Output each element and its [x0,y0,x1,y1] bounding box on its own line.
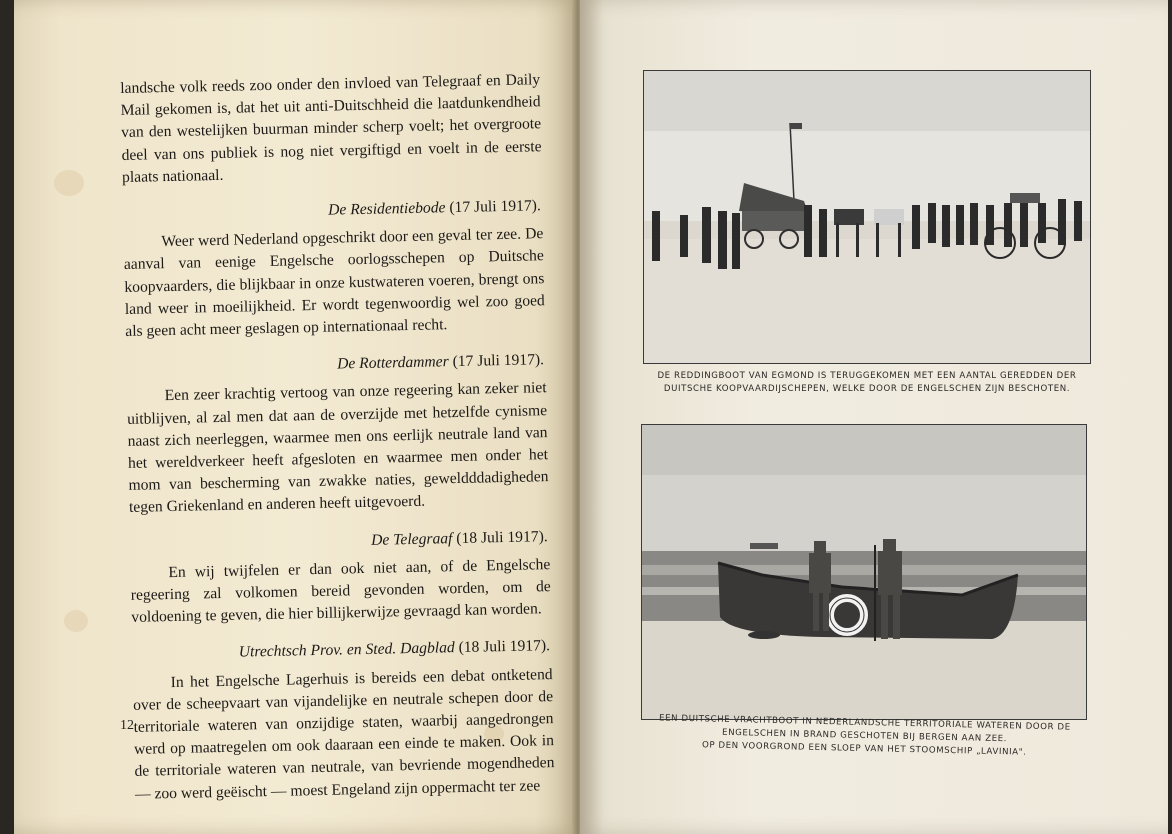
left-page-text [120,69,555,806]
quote-text: Een zeer krachtig vertoog van onze regeering kan zeker niet uitblijven, al zal men dat aan de overzijde met hetzelfde cynisme naast zich neerleggen, waarmee men ons eerlijk neutrale land van het wereldverkeer heeft afgesloten en waarmee men onder het mom van bescherming van zwakke naties, geweldddadigheden tegen Griekenland en anderen heeft uitgevoerd. [126,379,549,517]
source-name: De Rotterdammer [336,353,449,373]
caption-line: DUITSCHE KOOPVAARDIJSCHEPEN, WELKE DOOR DE ENGELSCHEN ZIJN BESCHOTEN. [663,384,1071,394]
quote-text: En wij twijfelen er dan ook niet aan, of de Engelsche regeering zal volkomen bereid gevonden worden, om de voldoening te geven, die hier billijkerwijze gevraagd kan worden. [130,555,551,627]
quote-source-rotterdammer [126,349,546,380]
quote-source-residentiebode [123,195,543,226]
photo-lifeboat-egmond [643,70,1091,364]
source-name: Utrechtsch Prov. en Sted. Dagblad [238,639,455,662]
caption-line: EEN DUITSCHE VRACHTBOOT IN NEDERLANDSCHE TERRITORIALE WATEREN DOOR DE [658,713,1071,733]
paper-stain [54,170,84,196]
paper-stain [64,610,88,632]
photo-sloep-lavinia [641,424,1087,720]
caption-line: DE REDDINGBOOT VAN EGMOND IS TERUGGEKOMEN MET EEN AANTAL GEREDDEN DER [657,371,1077,381]
source-date: (18 Juli 1917). [456,527,548,547]
lifeboat-photo-image [644,71,1090,363]
source-date: (17 Juli 1917). [449,197,541,217]
caption-line: ENGELSCHEN IN BRAND GESCHOTEN BIJ BERGEN AAN ZEE. [721,727,1008,745]
quote-text: In het Engelsche Lagerhuis is bereids een debat ontketend over de scheepvaart van vijandelijke en neutrale schepen door de territoriale wateren van onzijdige staten, waarbij aangedrongen werd op maatregelen om ook daaraan een einde te maken. Ook in de territoriale wateren van neutrale, van bevriende mogendheden — zoo werd geëischt — moest Engeland zijn oppermacht ter zee [132,665,555,803]
opening-paragraph: landsche volk reeds zoo onder den invloed van Telegraaf en Daily Mail gekomen is, dat het uit anti-Duitschheid die laatdunkendheid van den westelijken buurman minder scherp voelt; het overgroote deel van ons publiek is nog niet vergiftigd en voelt in de eerste plaats nationaal. [120,71,542,186]
page-number: 12 [120,718,134,733]
quote-text: Weer werd Nederland opgeschrikt door een geval ter zee. De aanval van eenige Engelsche oorlogsschepen op Duitsche koopvaarders, die blijkbaar in onze kustwateren voeren, brengt ons land weer in moeilijkheid. Er wordt tegenwoordig wel zoo goed als geen acht meer geslagen op internationaal recht. [123,225,545,340]
quote-source-utrechtsch [132,636,552,667]
source-date: (17 Juli 1917). [452,351,545,371]
caption-line: OP DEN VOORGROND EEN SLOEP VAN HET STOOMSCHIP „LAVINIA". [701,740,1027,758]
sloep-photo-image [642,425,1086,719]
source-date: (18 Juli 1917). [458,637,551,657]
source-name: De Residentiebode [327,199,446,219]
quote-source-telegraaf [130,526,550,557]
source-name: De Telegraaf [370,529,453,549]
caption-lifeboat [642,370,1092,396]
